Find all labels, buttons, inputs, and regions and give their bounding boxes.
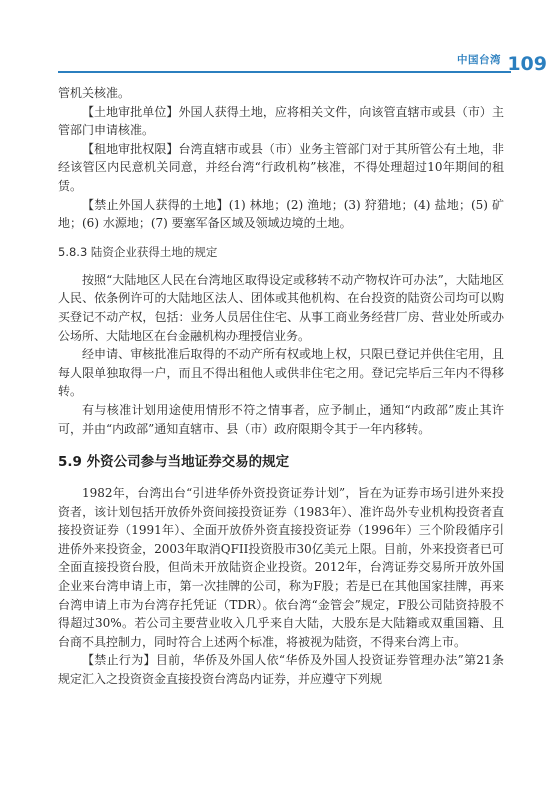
running-header-title: 中国台湾 [457,54,501,66]
page-header [0,40,559,84]
section-heading-5-9: 5.9 外资公司参与当地证券交易的规定 [58,454,290,471]
paragraph-prohibited-land: 【禁止外国人获得的土地】(1) 林地；(2) 渔地；(3) 狩猎地；(4) 盐地；(5) 矿地；(6) 水源地；(7) 要塞军备区域及领域边境的土地。 [58,197,504,231]
paragraph-continuation: 管机关核准。 [58,86,131,100]
paragraph-land-approval-unit: 【土地审批单位】外国人获得土地，应将相关文件，向该管直辖市或县（市）主管部门申请核准。 [58,104,504,138]
page-body [58,84,504,689]
paragraph-ownership-limits: 经申请、审核批准后取得的不动产所有权或地上权，只限已登记并供住宅用，且每人限单独取得一户，而且不得出租他人或供非住宅之用。登记完毕后三年内不得移转。 [58,347,504,399]
page-number: 109 [507,53,547,75]
paragraph-securities-history: 1982年，台湾出台“引进华侨外资投资证券计划”，旨在为证券市场引进外来投资者，该计划包括开放侨外资间接投资证券（1983年）、准许岛外专业机构投资者直接投资证券（1991年）、全面开放侨外资直接投资证券（1996年）三个阶段循序引进侨外来投资金，2003年取消QFII投资股市30亿美元上限。目前，外来投资者已可全面直接投资台股，但尚未开放陆资企业投资。2012年，台湾证券交易所开放外国企业来台湾申请上市，第一次挂牌的公司，称为F股；若是已在其他国家挂牌，再来台湾申请上市为台湾存托凭证（TDR）。依台湾“金管会”规定，F股公司陆资持股不得超过30%。若公司主要营业收入几乎来自大陆，大股东是大陆籍或双重国籍、且台商不具控制力，同时符合上述两个标准，将被视为陆资，不得来台湾上市。 [58,486,504,649]
paragraph-revocation: 有与核准计划用途使用情形不符之情事者，应予制止，通知“内政部”废止其许可，并由“内政部”通知直辖市、县（市）政府限期令其于一年内移转。 [58,402,504,436]
paragraph-prohibited-acts: 【禁止行为】目前，华侨及外国人依“华侨及外国人投资证券管理办法”第21条规定汇入之投资资金直接投资台湾岛内证券，并应遵守下列规 [58,653,504,687]
paragraph-mainland-property-rules: 按照“大陆地区人民在台湾地区取得设定或移转不动产物权许可办法”，大陆地区人民、依条例许可的大陆地区法人、团体或其他机构、在台投资的陆资公司均可以购买登记不动产权，包括：业务人员居住住宅、从事工商业务经营厂房、营业处所或办公场所、大陆地区在台金融机构办理授信业务。 [58,272,504,343]
header-rule [58,71,511,73]
paragraph-lease-approval: 【租地审批权限】台湾直辖市或县（市）业务主管部门对于其所管公有土地，非经该管区内民意机关同意，并经台湾“行政机构”核准，不得处理超过10年期间的租赁。 [58,141,504,193]
subsection-heading-5-8-3: 5.8.3 陆资企业获得土地的规定 [58,244,218,259]
